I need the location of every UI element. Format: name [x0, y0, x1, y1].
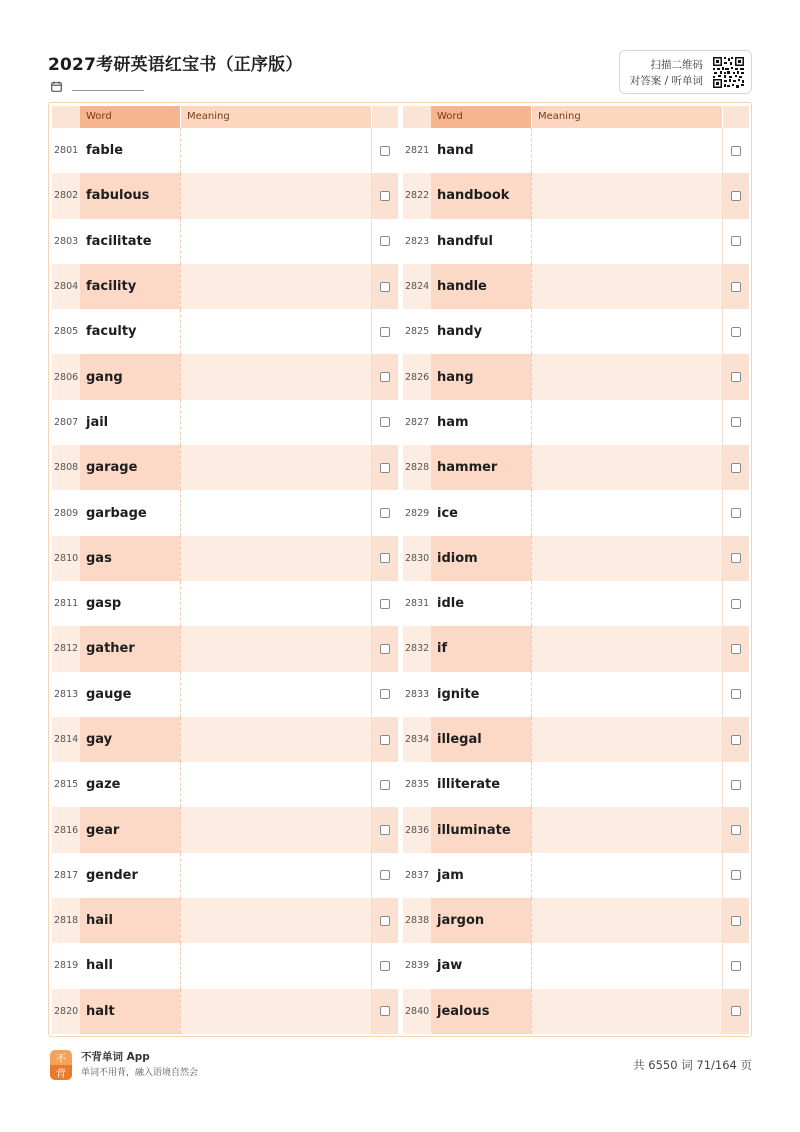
checkbox-icon[interactable]	[380, 282, 390, 292]
word-text: handful	[437, 233, 493, 249]
word-number: 2813	[54, 688, 79, 700]
word-text: if	[431, 626, 531, 671]
check-cell	[371, 445, 398, 490]
check-cell	[371, 354, 398, 399]
table-row	[403, 309, 749, 354]
checkbox-icon[interactable]	[731, 961, 741, 971]
checkbox-icon[interactable]	[731, 780, 741, 790]
check-cell	[371, 853, 398, 898]
meaning-blank[interactable]	[531, 219, 722, 264]
check-cell	[371, 219, 398, 264]
table-row	[52, 264, 398, 309]
checkbox-icon[interactable]	[380, 916, 390, 926]
vocabulary-table-right	[403, 106, 749, 1034]
checkbox-icon[interactable]	[731, 825, 741, 835]
check-cell	[371, 581, 398, 626]
table-row	[52, 309, 398, 354]
check-cell	[371, 898, 398, 943]
table-row	[403, 989, 749, 1034]
checkbox-icon[interactable]	[731, 463, 741, 473]
meaning-blank[interactable]	[531, 445, 722, 490]
meaning-blank[interactable]	[180, 717, 371, 762]
table-row	[403, 762, 749, 807]
check-cell	[371, 309, 398, 354]
meaning-blank[interactable]	[531, 989, 722, 1034]
checkbox-icon[interactable]	[731, 372, 741, 382]
check-cell	[722, 717, 749, 762]
check-cell	[722, 309, 749, 354]
word-number: 2805	[54, 326, 79, 338]
check-cell	[722, 445, 749, 490]
table-row	[403, 354, 749, 399]
meaning-blank[interactable]	[531, 128, 722, 173]
table-row	[52, 672, 398, 717]
word-number: 2837	[405, 869, 430, 881]
meaning-blank[interactable]	[531, 354, 722, 399]
header-number-cell	[52, 106, 80, 128]
check-cell	[722, 762, 749, 807]
check-cell	[722, 219, 749, 264]
word-text: garage	[80, 445, 180, 490]
table-row	[403, 264, 749, 309]
checkbox-icon[interactable]	[380, 780, 390, 790]
word-text: gang	[80, 354, 180, 399]
table-row	[52, 626, 398, 671]
word-number: 2829	[405, 507, 430, 519]
checkbox-icon[interactable]	[380, 417, 390, 427]
word-number: 2802	[54, 190, 79, 202]
word-number: 2808	[54, 462, 79, 474]
meaning-blank[interactable]	[180, 807, 371, 852]
table-row	[403, 672, 749, 717]
check-cell	[371, 400, 398, 445]
page-title: 2027考研英语红宝书（正序版）	[48, 55, 303, 75]
table-row	[52, 445, 398, 490]
qr-caption	[630, 57, 703, 89]
meaning-blank[interactable]	[180, 309, 371, 354]
check-cell	[722, 807, 749, 852]
table-row	[52, 762, 398, 807]
checkbox-icon[interactable]	[380, 463, 390, 473]
qr-code-icon	[712, 56, 745, 89]
check-cell	[722, 626, 749, 671]
checkbox-icon[interactable]	[380, 961, 390, 971]
word-number: 2820	[54, 1005, 79, 1017]
meaning-blank[interactable]	[180, 490, 371, 535]
checkbox-icon[interactable]	[380, 599, 390, 609]
checkbox-icon[interactable]	[380, 825, 390, 835]
table-row	[52, 717, 398, 762]
check-cell	[371, 717, 398, 762]
checkbox-icon[interactable]	[731, 282, 741, 292]
table-row	[403, 536, 749, 581]
word-text: facilitate	[86, 233, 152, 249]
table-row	[403, 490, 749, 535]
check-cell	[371, 536, 398, 581]
word-number: 2825	[405, 326, 430, 338]
table-row	[52, 128, 398, 173]
meaning-blank[interactable]	[180, 536, 371, 581]
table-row	[52, 490, 398, 535]
word-number: 2803	[54, 235, 79, 247]
meaning-blank[interactable]	[531, 309, 722, 354]
word-text: gauge	[86, 686, 132, 702]
meaning-blank[interactable]	[531, 672, 722, 717]
word-number: 2817	[54, 869, 79, 881]
header-check-cell	[722, 106, 749, 128]
check-cell	[722, 672, 749, 717]
meaning-blank[interactable]	[531, 490, 722, 535]
qr-caption-line2: 对答案 / 听单词	[629, 75, 703, 87]
check-cell	[722, 581, 749, 626]
check-cell	[722, 354, 749, 399]
header-check-cell	[371, 106, 398, 128]
checkbox-icon[interactable]	[731, 146, 741, 156]
checkbox-icon[interactable]	[380, 372, 390, 382]
word-text: gasp	[86, 596, 122, 612]
word-text: jealous	[431, 989, 531, 1034]
checkbox-icon[interactable]	[380, 553, 390, 563]
meaning-blank[interactable]	[180, 672, 371, 717]
word-number: 2838	[405, 915, 430, 927]
checkbox-icon[interactable]	[731, 735, 741, 745]
date-row	[51, 81, 144, 92]
meaning-blank[interactable]	[180, 354, 371, 399]
table-row	[403, 581, 749, 626]
table-body	[52, 128, 398, 1034]
check-cell	[722, 989, 749, 1034]
table-row	[403, 626, 749, 671]
check-cell	[371, 173, 398, 218]
word-number: 2810	[54, 552, 79, 564]
page-footer	[48, 1048, 752, 1082]
word-number: 2816	[54, 824, 79, 836]
word-number: 2818	[54, 915, 79, 927]
checkbox-icon[interactable]	[731, 1006, 741, 1016]
meaning-blank[interactable]	[531, 400, 722, 445]
word-number: 2811	[54, 598, 79, 610]
table-row	[52, 989, 398, 1034]
word-number: 2824	[405, 281, 430, 293]
word-text: gather	[80, 626, 180, 671]
check-cell	[722, 264, 749, 309]
calendar-icon	[51, 81, 62, 92]
meaning-blank[interactable]	[180, 445, 371, 490]
checkbox-icon[interactable]	[731, 870, 741, 880]
checkbox-icon[interactable]	[380, 191, 390, 201]
word-text: facility	[80, 264, 180, 309]
check-cell	[371, 672, 398, 717]
checkbox-icon[interactable]	[380, 689, 390, 699]
checkbox-icon[interactable]	[731, 916, 741, 926]
meaning-blank[interactable]	[180, 853, 371, 898]
check-cell	[722, 490, 749, 535]
word-number: 2821	[405, 145, 430, 157]
check-cell	[722, 853, 749, 898]
checkbox-icon[interactable]	[731, 508, 741, 518]
word-text: handle	[431, 264, 531, 309]
checkbox-icon[interactable]	[731, 236, 741, 246]
meaning-blank[interactable]	[531, 898, 722, 943]
table-row	[52, 219, 398, 264]
meaning-blank[interactable]	[180, 173, 371, 218]
checkbox-icon[interactable]	[731, 599, 741, 609]
header-meaning: Meaning	[180, 106, 371, 128]
check-cell	[722, 128, 749, 173]
table-row	[52, 898, 398, 943]
word-number: 2823	[405, 235, 430, 247]
checkbox-icon[interactable]	[731, 553, 741, 563]
table-row	[403, 898, 749, 943]
word-text: handy	[437, 324, 483, 340]
table-row	[52, 853, 398, 898]
checkbox-icon[interactable]	[380, 870, 390, 880]
word-text: illuminate	[431, 807, 531, 852]
word-text: gender	[86, 867, 138, 883]
word-number: 2807	[54, 416, 79, 428]
page-header	[48, 48, 752, 98]
word-text: fabulous	[80, 173, 180, 218]
check-cell	[371, 943, 398, 988]
table-row	[52, 536, 398, 581]
meaning-blank[interactable]	[531, 943, 722, 988]
word-text: ice	[437, 505, 458, 521]
word-number: 2836	[405, 824, 430, 836]
logo-text-bottom: 背	[56, 1069, 66, 1080]
app-name: 不背单词 App	[81, 1051, 150, 1063]
table-row	[52, 173, 398, 218]
word-number: 2831	[405, 598, 430, 610]
table-row	[403, 445, 749, 490]
table-row	[403, 717, 749, 762]
word-text: hail	[80, 898, 180, 943]
check-cell	[722, 898, 749, 943]
header-word: Word	[80, 106, 180, 128]
word-number: 2839	[405, 960, 430, 972]
check-cell	[371, 264, 398, 309]
qr-code-box[interactable]	[619, 50, 752, 94]
checkbox-icon[interactable]	[731, 644, 741, 654]
vocabulary-sheet	[48, 102, 752, 1037]
meaning-blank[interactable]	[180, 219, 371, 264]
check-cell	[371, 128, 398, 173]
meaning-blank[interactable]	[180, 989, 371, 1034]
meaning-blank[interactable]	[531, 807, 722, 852]
word-number: 2814	[54, 734, 79, 745]
table-row	[403, 128, 749, 173]
word-number: 2819	[54, 960, 79, 972]
table-row	[403, 853, 749, 898]
check-cell	[722, 943, 749, 988]
vocabulary-table-left	[52, 106, 398, 1034]
word-number: 2826	[405, 371, 430, 383]
meaning-blank[interactable]	[531, 626, 722, 671]
checkbox-icon[interactable]	[380, 327, 390, 337]
word-text: jaw	[437, 958, 463, 974]
meaning-blank[interactable]	[180, 626, 371, 671]
meaning-blank[interactable]	[180, 762, 371, 807]
meaning-blank[interactable]	[531, 536, 722, 581]
meaning-blank[interactable]	[531, 717, 722, 762]
word-text: ignite	[437, 686, 480, 702]
word-text: gay	[80, 717, 180, 762]
check-cell	[722, 173, 749, 218]
meaning-blank[interactable]	[180, 400, 371, 445]
table-row	[52, 400, 398, 445]
word-text: idle	[437, 596, 465, 612]
check-cell	[722, 536, 749, 581]
table-row	[52, 807, 398, 852]
word-number: 2812	[54, 643, 79, 655]
table-row	[52, 354, 398, 399]
word-number: 2806	[54, 371, 79, 383]
word-number: 2840	[405, 1005, 430, 1017]
word-number: 2834	[405, 734, 430, 745]
table-row	[403, 943, 749, 988]
meaning-blank[interactable]	[180, 898, 371, 943]
header-word: Word	[431, 106, 531, 128]
word-text: idiom	[431, 536, 531, 581]
word-text: hall	[86, 958, 113, 974]
word-text: hammer	[431, 445, 531, 490]
checkbox-icon[interactable]	[380, 508, 390, 518]
qr-caption-line1: 扫描二维码	[650, 59, 703, 71]
word-number: 2809	[54, 507, 79, 519]
check-cell	[371, 626, 398, 671]
word-number: 2832	[405, 643, 430, 655]
meaning-blank[interactable]	[531, 581, 722, 626]
checkbox-icon[interactable]	[380, 236, 390, 246]
check-cell	[371, 490, 398, 535]
word-number: 2822	[405, 190, 430, 202]
checkbox-icon[interactable]	[380, 644, 390, 654]
table-header	[52, 106, 398, 128]
table-body	[403, 128, 749, 1034]
table-row	[403, 400, 749, 445]
word-text: jargon	[431, 898, 531, 943]
meaning-blank[interactable]	[180, 264, 371, 309]
word-number: 2801	[54, 145, 79, 157]
word-text: hand	[437, 143, 474, 159]
app-logo	[50, 1050, 72, 1080]
check-cell	[371, 807, 398, 852]
check-cell	[371, 762, 398, 807]
word-text: ham	[437, 414, 469, 430]
meaning-blank[interactable]	[531, 762, 722, 807]
checkbox-icon[interactable]	[731, 689, 741, 699]
table-row	[403, 173, 749, 218]
table-row	[403, 807, 749, 852]
meaning-blank[interactable]	[180, 128, 371, 173]
meaning-blank[interactable]	[531, 264, 722, 309]
word-text: handbook	[431, 173, 531, 218]
checkbox-icon[interactable]	[380, 146, 390, 156]
checkbox-icon[interactable]	[380, 735, 390, 745]
header-number-cell	[403, 106, 431, 128]
word-text: illegal	[431, 717, 531, 762]
word-text: gaze	[86, 777, 121, 793]
word-text: faculty	[86, 324, 137, 340]
checkbox-icon[interactable]	[731, 191, 741, 201]
word-text: illiterate	[437, 777, 501, 793]
meaning-blank[interactable]	[531, 173, 722, 218]
word-text: fable	[86, 143, 124, 159]
word-text: gear	[80, 807, 180, 852]
check-cell	[722, 400, 749, 445]
word-text: jail	[86, 414, 109, 430]
word-text: halt	[80, 989, 180, 1034]
word-number: 2835	[405, 779, 430, 791]
date-input-line[interactable]	[72, 90, 144, 91]
checkbox-icon[interactable]	[731, 327, 741, 337]
app-slogan: 单词不用背，融入语境自然会	[81, 1068, 199, 1078]
logo-text-top: 不	[56, 1054, 66, 1065]
word-text: gas	[80, 536, 180, 581]
word-number: 2815	[54, 779, 79, 791]
meaning-blank[interactable]	[180, 943, 371, 988]
table-header	[403, 106, 749, 128]
table-row	[52, 943, 398, 988]
word-number: 2830	[405, 552, 430, 564]
checkbox-icon[interactable]	[731, 417, 741, 427]
check-cell	[371, 989, 398, 1034]
meaning-blank[interactable]	[531, 853, 722, 898]
meaning-blank[interactable]	[180, 581, 371, 626]
page-info: 共 6550 词 71/164 页	[633, 1058, 752, 1072]
word-number: 2827	[405, 416, 430, 428]
word-text: jam	[437, 867, 464, 883]
word-number: 2833	[405, 688, 430, 700]
table-row	[403, 219, 749, 264]
table-row	[52, 581, 398, 626]
word-number: 2804	[54, 281, 79, 293]
word-text: garbage	[86, 505, 147, 521]
word-number: 2828	[405, 462, 430, 474]
word-text: hang	[431, 354, 531, 399]
header-meaning: Meaning	[531, 106, 722, 128]
checkbox-icon[interactable]	[380, 1006, 390, 1016]
